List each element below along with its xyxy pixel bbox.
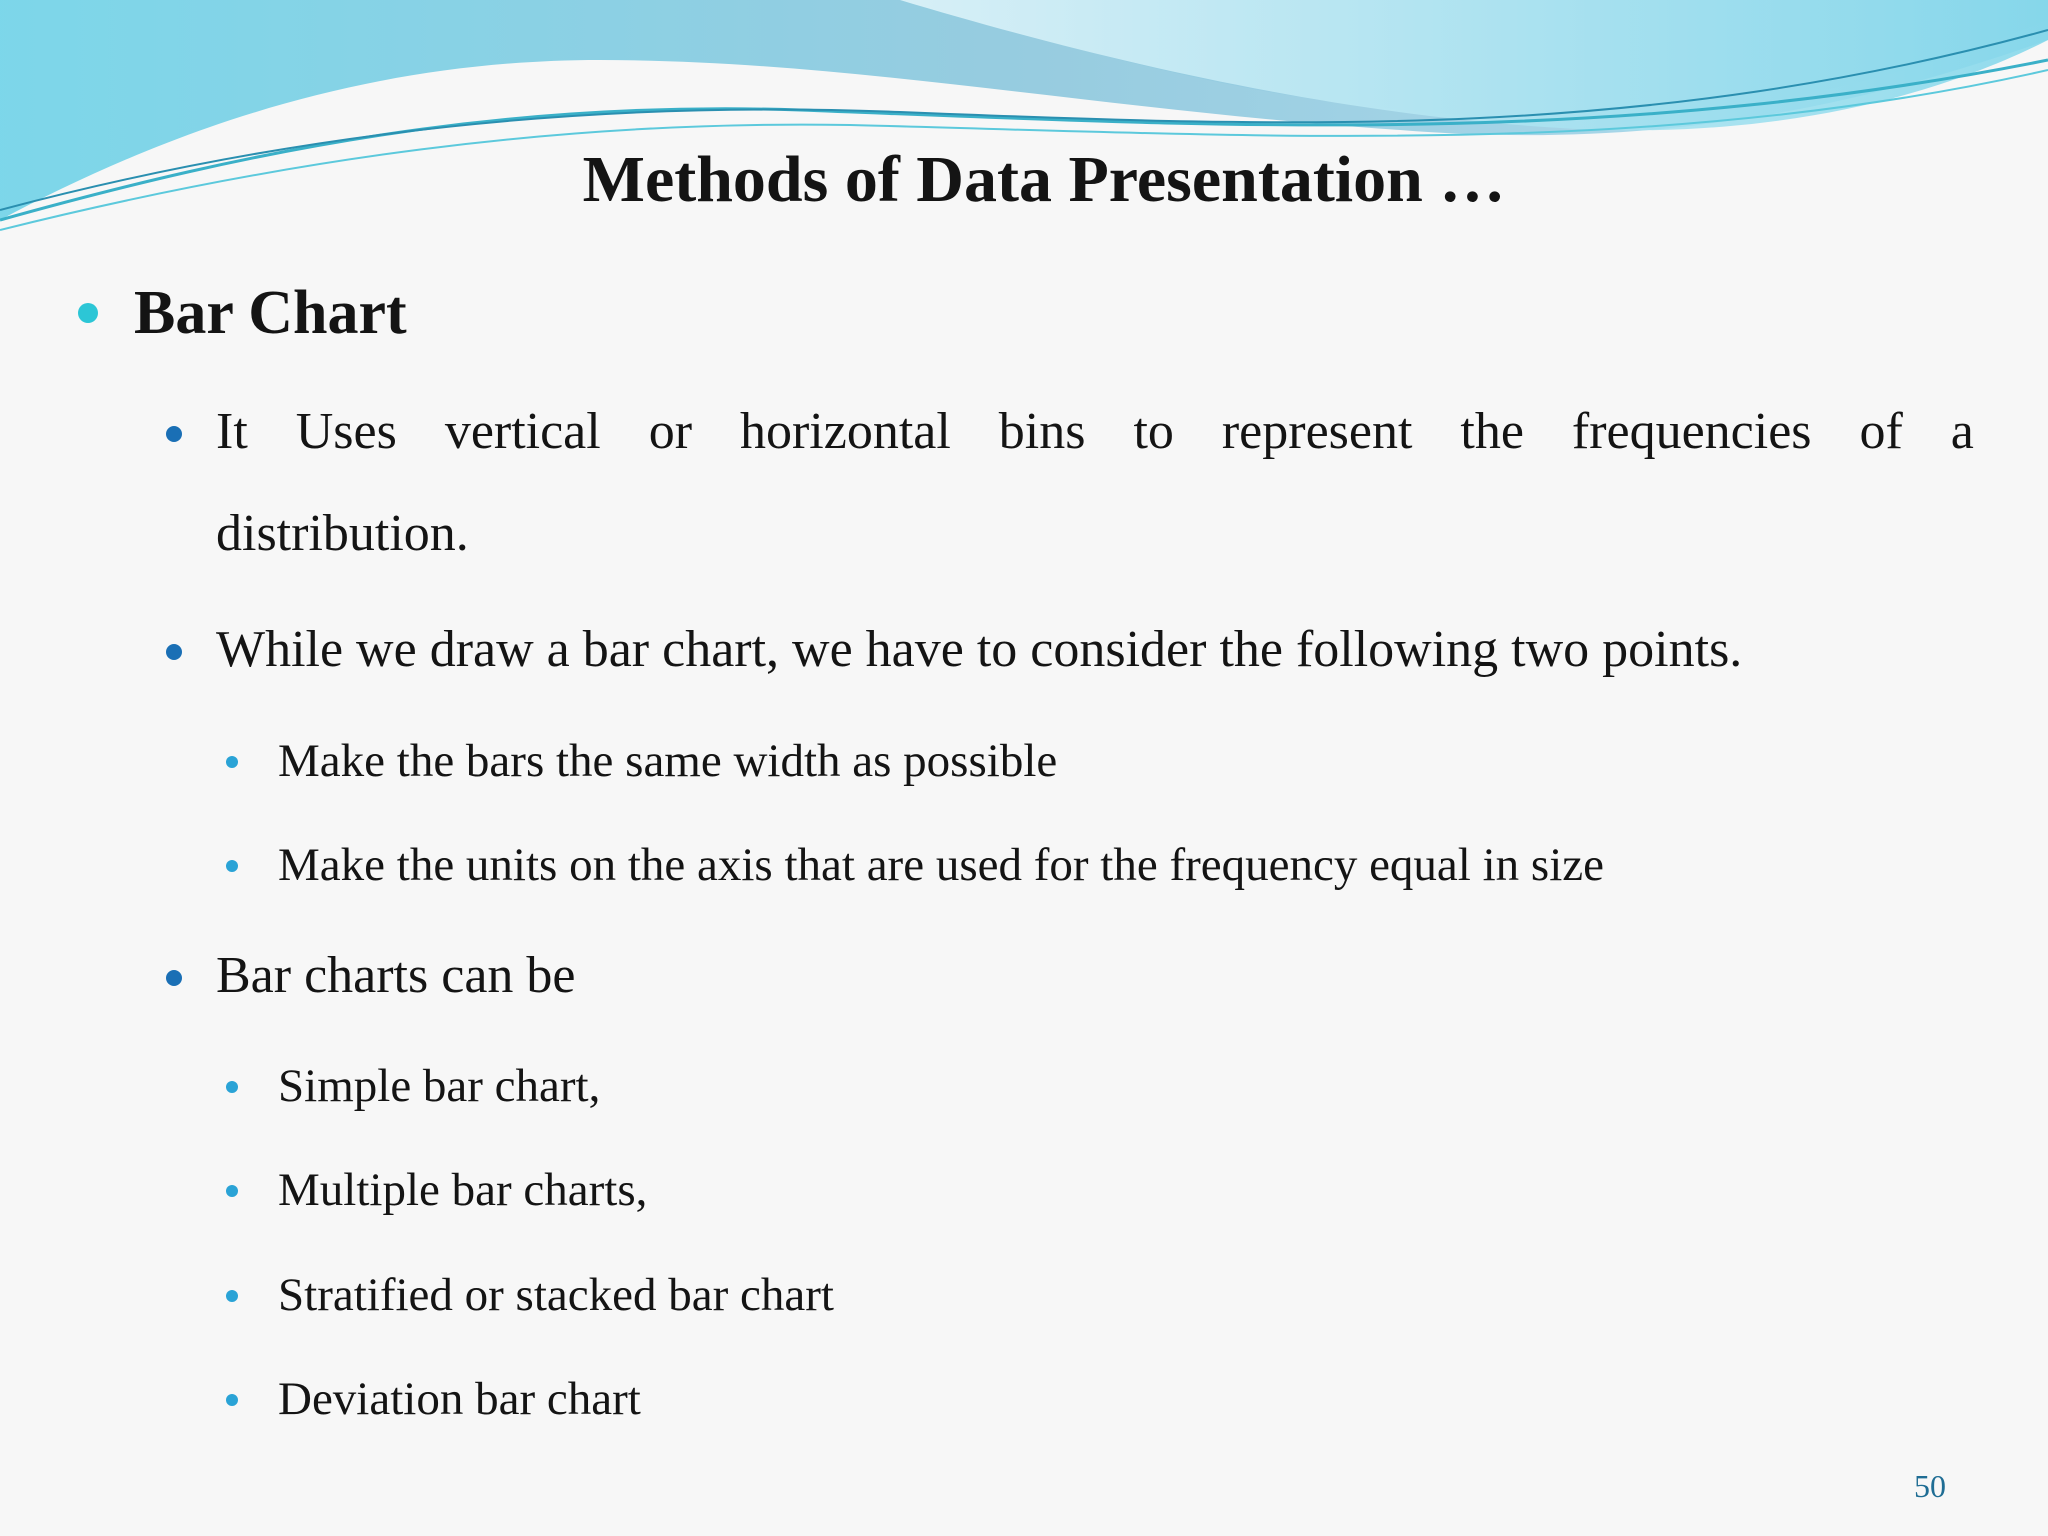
point-1-word: of	[1859, 403, 1903, 460]
bar-chart-heading: Bar Chart	[134, 279, 407, 347]
point-1-word: horizontal	[739, 403, 951, 460]
page-number: 50	[1914, 1468, 1946, 1504]
bullet-dot-icon	[226, 1081, 238, 1093]
bullet-dot-icon	[226, 756, 238, 768]
bullet-dot-icon	[78, 303, 98, 323]
point-1-word: represent	[1221, 403, 1413, 460]
point-1-word: Uses	[295, 403, 397, 460]
point-1-word: to	[1133, 403, 1174, 460]
point-1-word: a	[1950, 403, 1974, 460]
point-3-text: Bar charts can be	[216, 947, 576, 1004]
bullet-dot-icon	[166, 426, 182, 442]
bullet-dot-icon	[166, 970, 182, 986]
point-1-word: or	[648, 403, 693, 460]
point-2-text: While we draw a bar chart, we have to consider the following two points.	[216, 621, 1743, 678]
point-2-sub-item: Make the bars the same width as possible	[278, 735, 1058, 787]
point-1-word: frequencies	[1571, 403, 1812, 460]
point-1-line-2: distribution.	[216, 505, 469, 562]
bullet-dot-icon	[226, 1290, 238, 1302]
bullet-dot-icon	[226, 860, 238, 872]
bullet-dot-icon	[226, 1394, 238, 1406]
point-3-sub-item: Simple bar chart,	[278, 1060, 601, 1112]
point-1-word: vertical	[444, 403, 601, 460]
point-1-word: It	[216, 403, 248, 460]
point-3-sub-item: Deviation bar chart	[278, 1373, 641, 1425]
point-3-sub-item: Stratified or stacked bar chart	[278, 1269, 834, 1321]
slide-title: Methods of Data Presentation …	[582, 143, 1506, 216]
point-1-line-1	[216, 402, 1974, 461]
point-1-word: bins	[998, 403, 1086, 460]
point-1-word: the	[1460, 403, 1524, 460]
point-2-sub-item: Make the units on the axis that are used for the frequency equal in size	[278, 839, 1604, 891]
bullet-dot-icon	[166, 644, 182, 660]
bullet-dot-icon	[226, 1185, 238, 1197]
point-3-sub-item: Multiple bar charts,	[278, 1164, 648, 1216]
